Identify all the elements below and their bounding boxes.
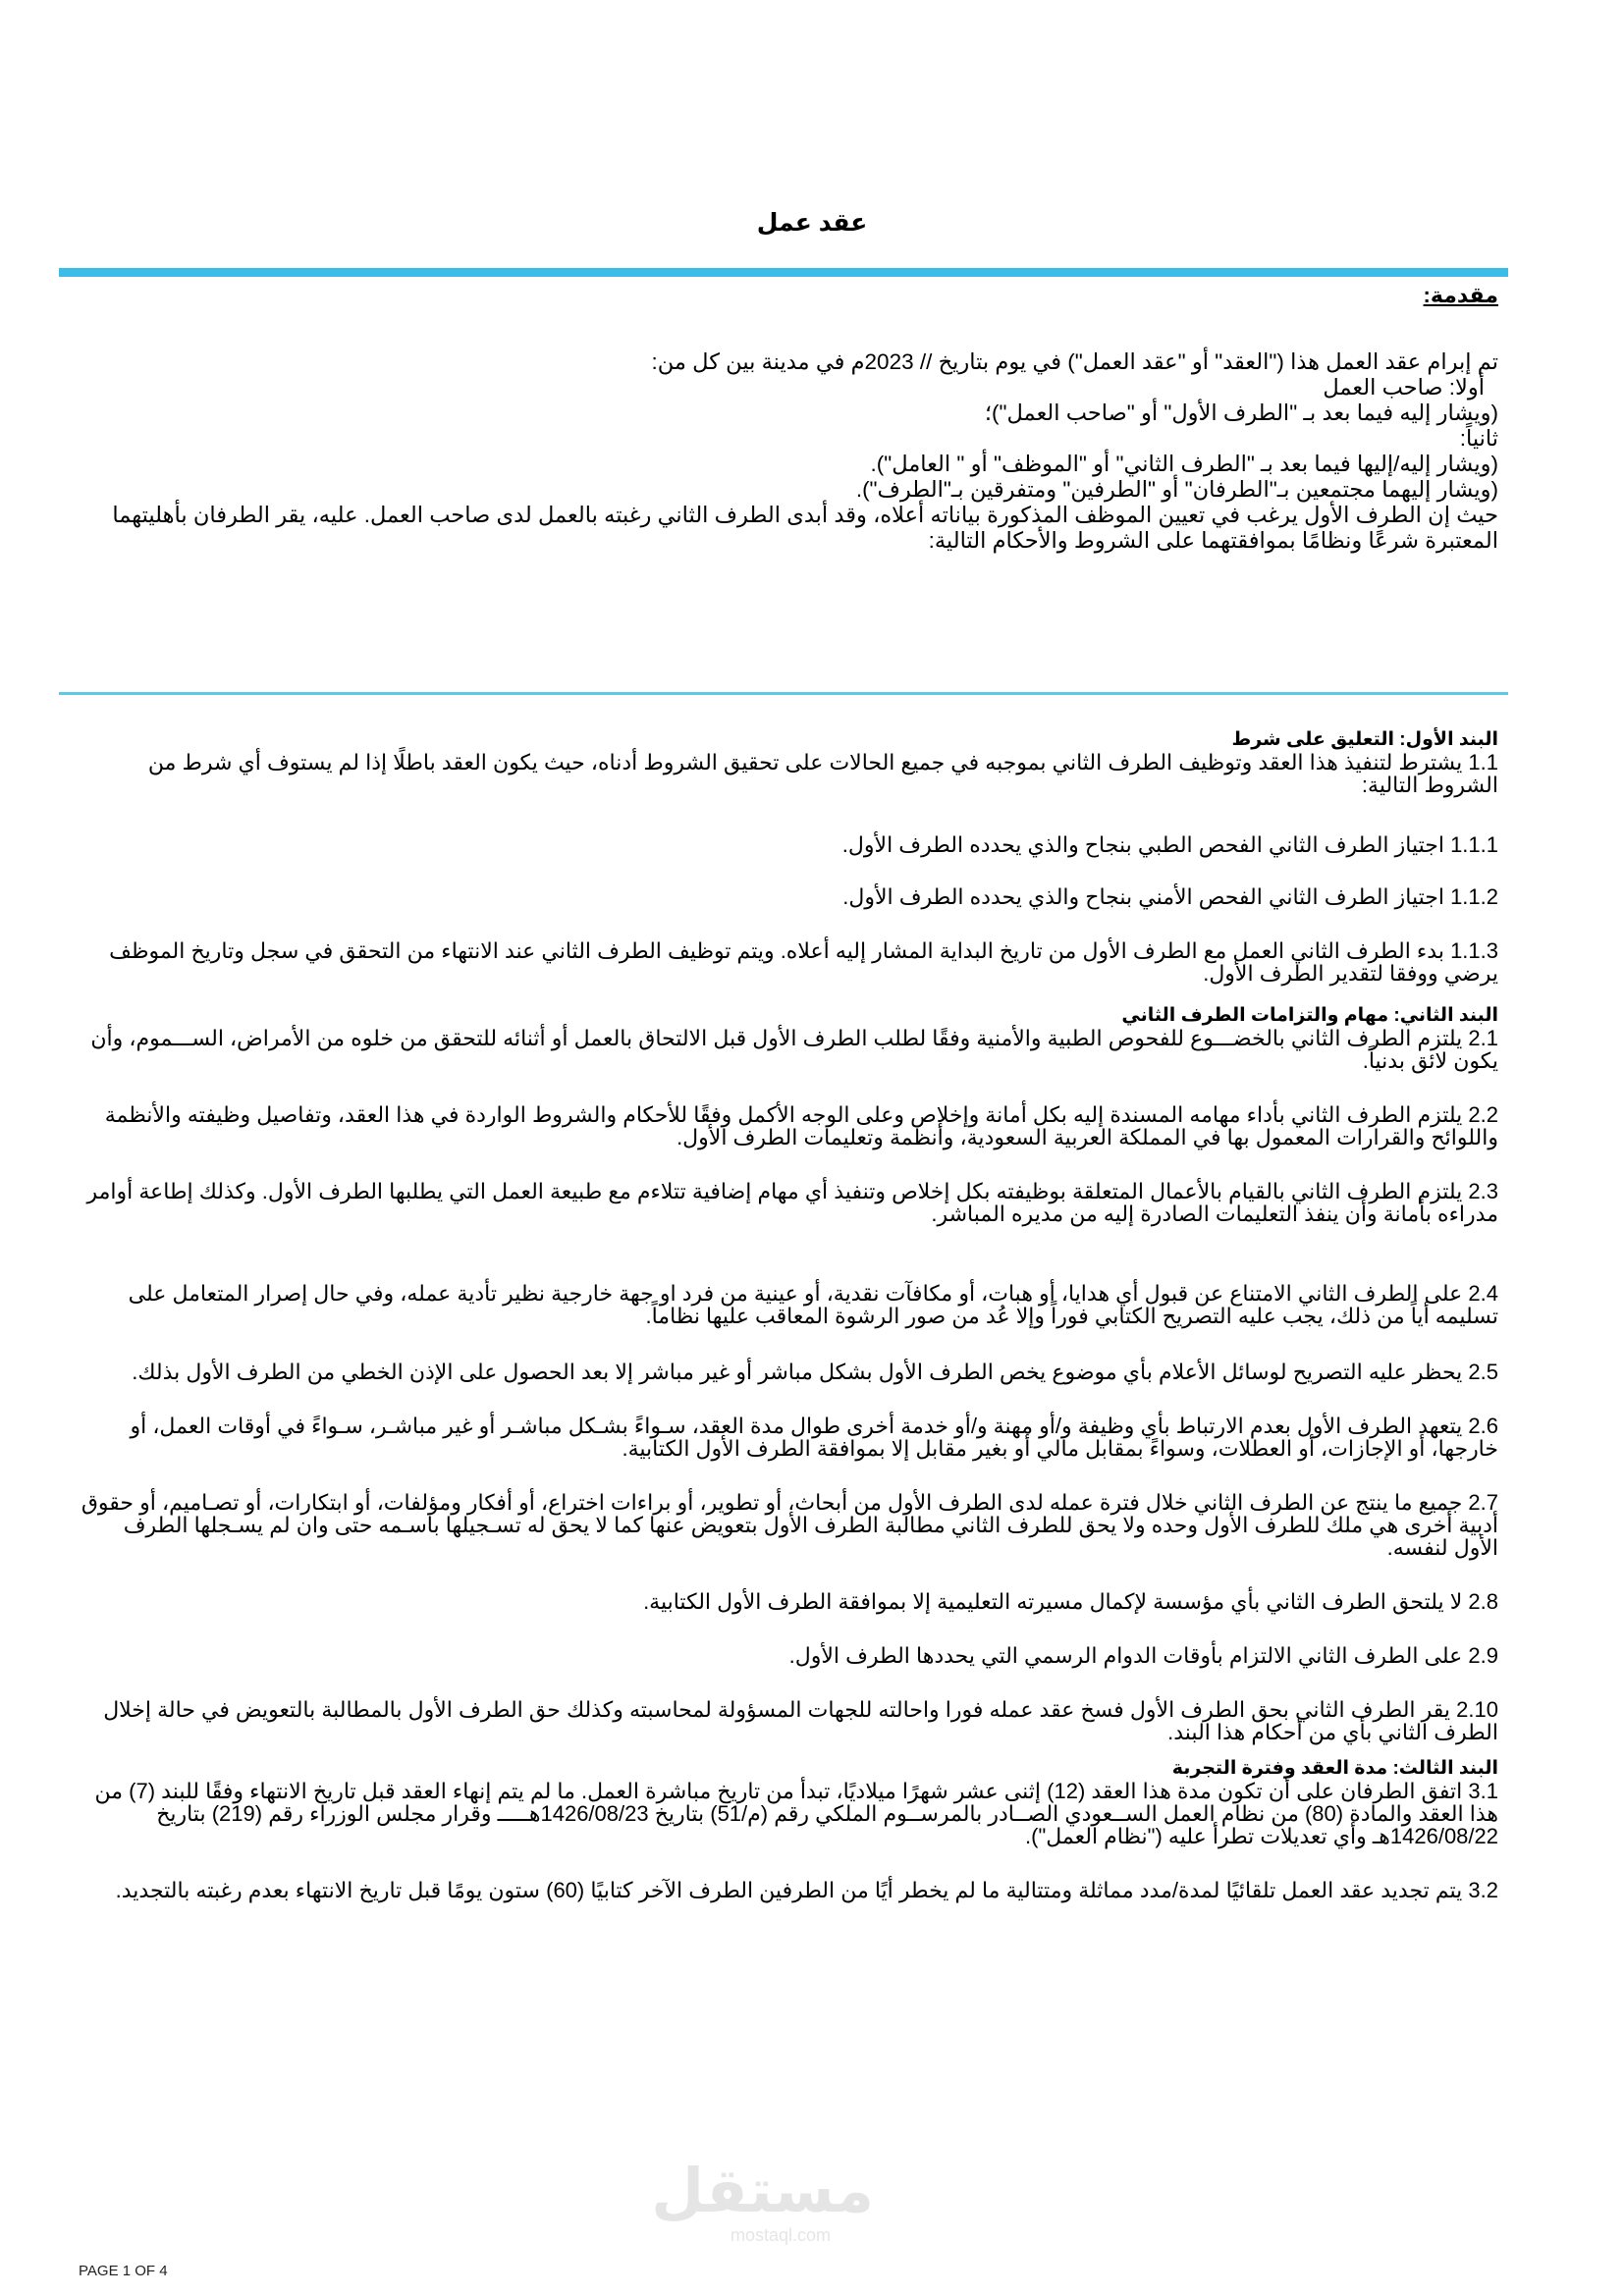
clause-2-1: 2.1 يلتزم الطرف الثاني بالخضـــوع للفحوص الطبية والأمنية وفقًا لطلب الطرف الأول قبل الالتحاق بالعمل أو أثنائه للتحقق من خلوه من الأمراض، الســـموم، وأن يكون لائق بدنياً. bbox=[90, 1026, 1498, 1073]
clause-2-6: 2.6 يتعهد الطرف الأول بعدم الارتباط بأي وظيفة و/أو مهنة و/أو خدمة أخرى طوال مدة العقد، سـواءً بشـكل مباشـر أو غير مباشـر، سـواءً في أوقات العمل، أو خارجها، أو الإجازات، أو العطلات، وسواءً بمقابل مالي أو بغير مقابل إلا بموافقة الطرف الأول الكتابية. bbox=[130, 1414, 1498, 1461]
clause-2-9: 2.9 على الطرف الثاني الالتزام بأوقات الدوام الرسمي التي يحددها الطرف الأول. bbox=[788, 1643, 1498, 1668]
title-divider bbox=[59, 268, 1508, 277]
section-1-title: البند الأول: التعليق على شرط bbox=[1231, 729, 1498, 750]
intro-line-2: أولا: صاحب العمل bbox=[1323, 375, 1485, 400]
clause-3-2: 3.2 يتم تجديد عقد العمل تلقائيًا لمدة/مدد مماثلة ومتتالية ما لم يخطر أيًا من الطرفين الطرف الآخر كتابيًا (60) ستون يومًا قبل تاريخ الانتهاء بعدم رغبته بالتجديد. bbox=[115, 1878, 1498, 1902]
intro-line-1: تم إبرام عقد العمل هذا ("العقد" أو "عقد العمل") في يوم بتاريخ // 2023م في مدينة بين كل من: bbox=[651, 349, 1498, 374]
section-3-title: البند الثالث: مدة العقد وفترة التجربة bbox=[1171, 1758, 1498, 1779]
clause-2-4: 2.4 على الطرف الثاني الامتناع عن قبول أي هدايا، أو هبات، أو مكافآت نقدية، أو عينية من فرد او جهة خارجية نظير تأدية عمله، وفي حال إصرار المتعامل على تسليمه أياً من ذلك، يجب عليه التصريح الكتابي فوراً وإلا عُد من صور الرشوة المعاقب عليها نظاماً. bbox=[128, 1281, 1498, 1328]
intro-section bbox=[77, 349, 1498, 554]
clause-1-1-2: 1.1.2 اجتياز الطرف الثاني الفحص الأمني بنجاح والذي يحدده الطرف الأول. bbox=[842, 884, 1498, 909]
clause-2-7: 2.7 جميع ما ينتج عن الطرف الثاني خلال فترة عمله لدى الطرف الأول من أبحاث، أو تطوير، أو براءات اختراع، أو أفكار ومؤلفات، أو ابتكارات، أو تصـاميم، أو حقوق أدبية أخرى هي ملك للطرف الأول وحده ولا يحق للطرف الثاني مطالبة الطرف الأول بتعويض عنها كما لا يحق له تسـجيلها باسـمه حتى وان لم يسـجلها الطرف الأول لنفسه. bbox=[81, 1490, 1498, 1560]
clause-3-1: 3.1 اتفق الطرفان على أن تكون مدة هذا العقد (12) إثنى عشر شهرًا ميلاديًا، تبدأ من تاريخ مباشرة العمل. ما لم يتم إنهاء العقد قبل تاريخ الانتهاء وفقًا للبند (7) من هذا العقد والمادة (80) من نظام العمل الســعودي الصــادر بالمرســوم الملكي رقم (م/51) بتاريخ 1426/08/23هـــــ وقرار مجلس الوزراء رقم (219) بتاريخ 1426/08/22هـ وأي تعديلات تطرأ عليه ("نظام العمل"). bbox=[94, 1779, 1498, 1848]
intro-line-3: (ويشار إليه فيما بعد بـ "الطرف الأول" أو "صاحب العمل")؛ bbox=[984, 400, 1498, 425]
document-title: عقد عمل bbox=[756, 209, 868, 237]
intro-line-5: (ويشار إليه/إليها فيما بعد بـ "الطرف الثاني" أو "الموظف" أو " العامل"). bbox=[870, 452, 1498, 476]
intro-line-4: ثانياً: bbox=[1459, 426, 1498, 451]
clause-1-1: 1.1 يشترط لتنفيذ هذا العقد وتوظيف الطرف الثاني بموجبه في جميع الحالات على تحقيق الشروط أدناه، حيث يكون العقد باطلًا إذا لم يستوف أي شرط من الشروط التالية: bbox=[147, 750, 1498, 797]
watermark-latin: mostaql.com bbox=[730, 2225, 832, 2245]
page-number: PAGE 1 OF 4 bbox=[79, 2263, 168, 2279]
intro-divider bbox=[59, 692, 1508, 695]
clauses-section bbox=[77, 728, 1498, 1901]
clause-1-1-1: 1.1.1 اجتياز الطرف الثاني الفحص الطبي بنجاح والذي يحدده الطرف الأول. bbox=[841, 832, 1498, 857]
mostaql-watermark bbox=[651, 2155, 874, 2253]
clause-2-3: 2.3 يلتزم الطرف الثاني بالقيام بالأعمال المتعلقة بوظيفته بكل إخلاص وتنفيذ أي مهام إضافية تتلاءم مع طبيعة العمل التي يطلبها الطرف الأول. وكذلك إطاعة أوامر مدراءه بأمانة وأن ينفذ التعليمات الصادرة إليه من مديره المباشر. bbox=[86, 1179, 1498, 1226]
clause-2-10: 2.10 يقر الطرف الثاني بحق الطرف الأول فسخ عقد عمله فورا واحالته للجهات المسؤولة لمحاسبته وكذلك حق الطرف الأول بالمطالبة بالتعويض في حالة إخلال الطرف الثاني بأي من أحكام هذا البند. bbox=[103, 1697, 1498, 1744]
intro-line-7: حيث إن الطرف الأول يرغب في تعيين الموظف المذكورة بياناته أعلاه، وقد أبدى الطرف الثاني رغبته بالعمل لدى صاحب العمل. عليه، يقر الطرفان بأهليتهما المعتبرة شرعًا ونظامًا بموافقتهما على الشروط والأحكام التالية: bbox=[112, 503, 1498, 553]
watermark-arabic: مستقل bbox=[651, 2158, 874, 2225]
clause-2-2: 2.2 يلتزم الطرف الثاني بأداء مهامه المسندة إليه بكل أمانة وإخلاص وعلى الوجه الأكمل وفقًا للأحكام والشروط الواردة في هذا العقد، وتفاصيل وظيفته والأنظمة واللوائح والقرارات المعمول بها في المملكة العربية السعودية، وأنظمة وتعليمات الطرف الأول. bbox=[104, 1102, 1498, 1149]
clause-2-8: 2.8 لا يلتحق الطرف الثاني بأي مؤسسة لإكمال مسيرته التعليمية إلا بموافقة الطرف الأول الكتابية. bbox=[643, 1589, 1498, 1614]
intro-line-6: (ويشار إليهما مجتمعين بـ"الطرفان" أو "الطرفين" ومتفرقين بـ"الطرف"). bbox=[855, 477, 1498, 502]
intro-heading: مقدمة: bbox=[1423, 283, 1498, 307]
clause-2-5: 2.5 يحظر عليه التصريح لوسائل الأعلام بأي موضوع يخص الطرف الأول بشكل مباشر أو غير مباشر إلا بعد الحصول على الإذن الخطي من الطرف الأول بذلك. bbox=[132, 1360, 1498, 1384]
clause-1-1-3: 1.1.3 بدء الطرف الثاني العمل مع الطرف الأول من تاريخ البداية المشار إليه أعلاه. ويتم توظيف الطرف الثاني عند الانتهاء من التحقق في سجل وتاريخ الموظف يرضي ووفقا لتقدير الطرف الأول. bbox=[109, 938, 1498, 986]
section-2-title: البند الثاني: مهام والتزامات الطرف الثاني bbox=[1121, 1005, 1498, 1026]
